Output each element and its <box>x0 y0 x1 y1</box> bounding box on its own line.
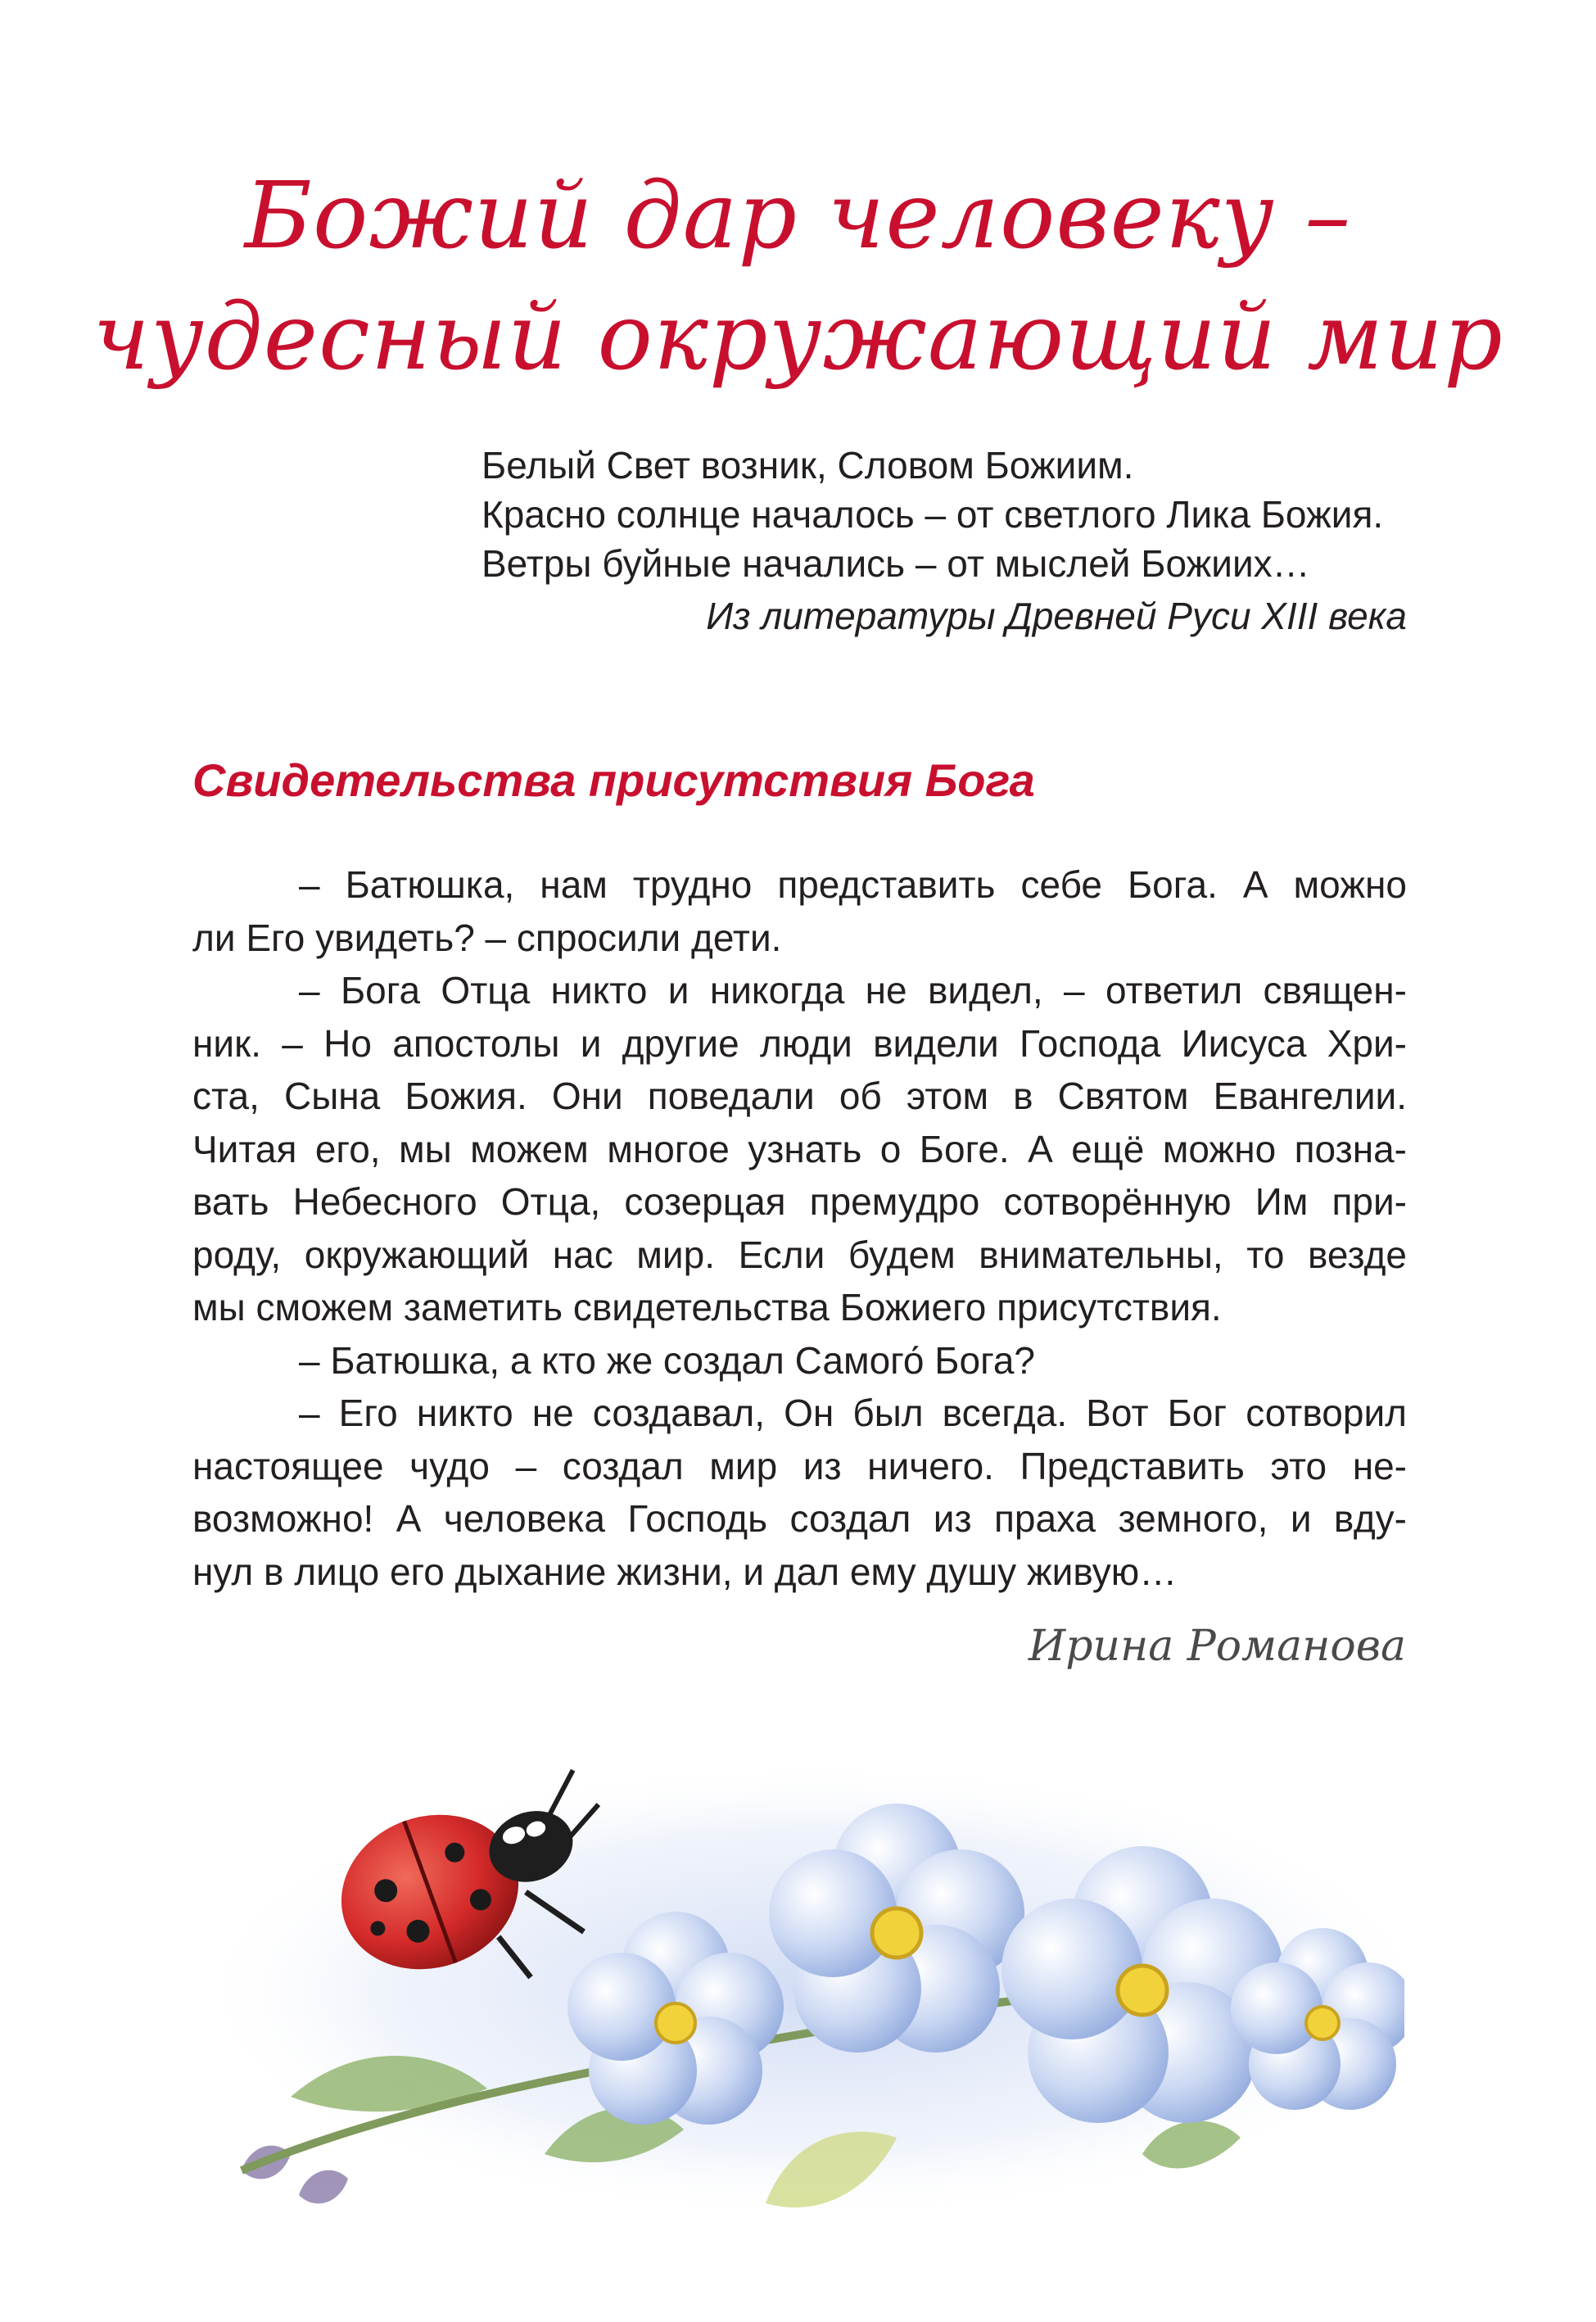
title-line-1: Божий дар человеку – <box>244 163 1352 269</box>
title-line-2: чудесный окружающий мир <box>93 284 1503 391</box>
epigraph-line: Ветры буйные начались – от мыслей Божиих… <box>482 542 1310 585</box>
body-line: – Его никто не создавал, Он был всегда. Вот Бог сотворил <box>299 1392 1407 1434</box>
section-heading: Свидетельства присутствия Бога <box>192 754 1035 806</box>
body-line: ста, Сына Божия. Они поведали об этом в Святом Евангелии. <box>192 1075 1407 1117</box>
body-line: мы сможем заметить свидетельства Божиего присутствия. <box>192 1286 1222 1328</box>
body-line: ли Его увидеть? – спросили дети. <box>192 916 782 959</box>
body-line: вать Небесного Отца, созерцая премудро сотворённую Им при- <box>192 1180 1407 1223</box>
body-line: возможно! А человека Господь создал из праха земного, и вду- <box>192 1497 1407 1540</box>
body-line: настоящее чудо – создал мир из ничего. Представить это не- <box>192 1444 1407 1487</box>
page-title <box>0 156 1596 398</box>
author-signature: Ирина Романова <box>1028 1622 1406 1671</box>
body-line: Читая его, мы можем многое узнать о Боге. А ещё можно позна- <box>192 1127 1407 1170</box>
epigraph <box>482 441 1407 640</box>
epigraph-line: Белый Свет возник, Словом Божиим. <box>482 444 1134 487</box>
body-text <box>192 858 1407 1598</box>
epigraph-source: Из литературы Древней Руси XIII века <box>706 595 1407 637</box>
epigraph-line: Красно солнце началось – от светлого Лика Божия. <box>482 493 1384 536</box>
ladybug-flowers-illustration <box>192 1745 1404 2285</box>
body-line: – Батюшка, а кто же создал Самого́ Бога? <box>299 1338 1035 1382</box>
body-line: ник. – Но апостолы и другие люди видели Господа Иисуса Хри- <box>192 1021 1407 1065</box>
body-line: – Бога Отца никто и никогда не видел, – ответил священ- <box>299 969 1407 1012</box>
body-line: нул в лицо его дыхание жизни, и дал ему душу живую… <box>192 1550 1178 1593</box>
body-line: роду, окружающий нас мир. Если будем внимательны, то везде <box>192 1233 1407 1276</box>
body-line: – Батюшка, нам трудно представить себе Бога. А можно <box>299 863 1407 906</box>
